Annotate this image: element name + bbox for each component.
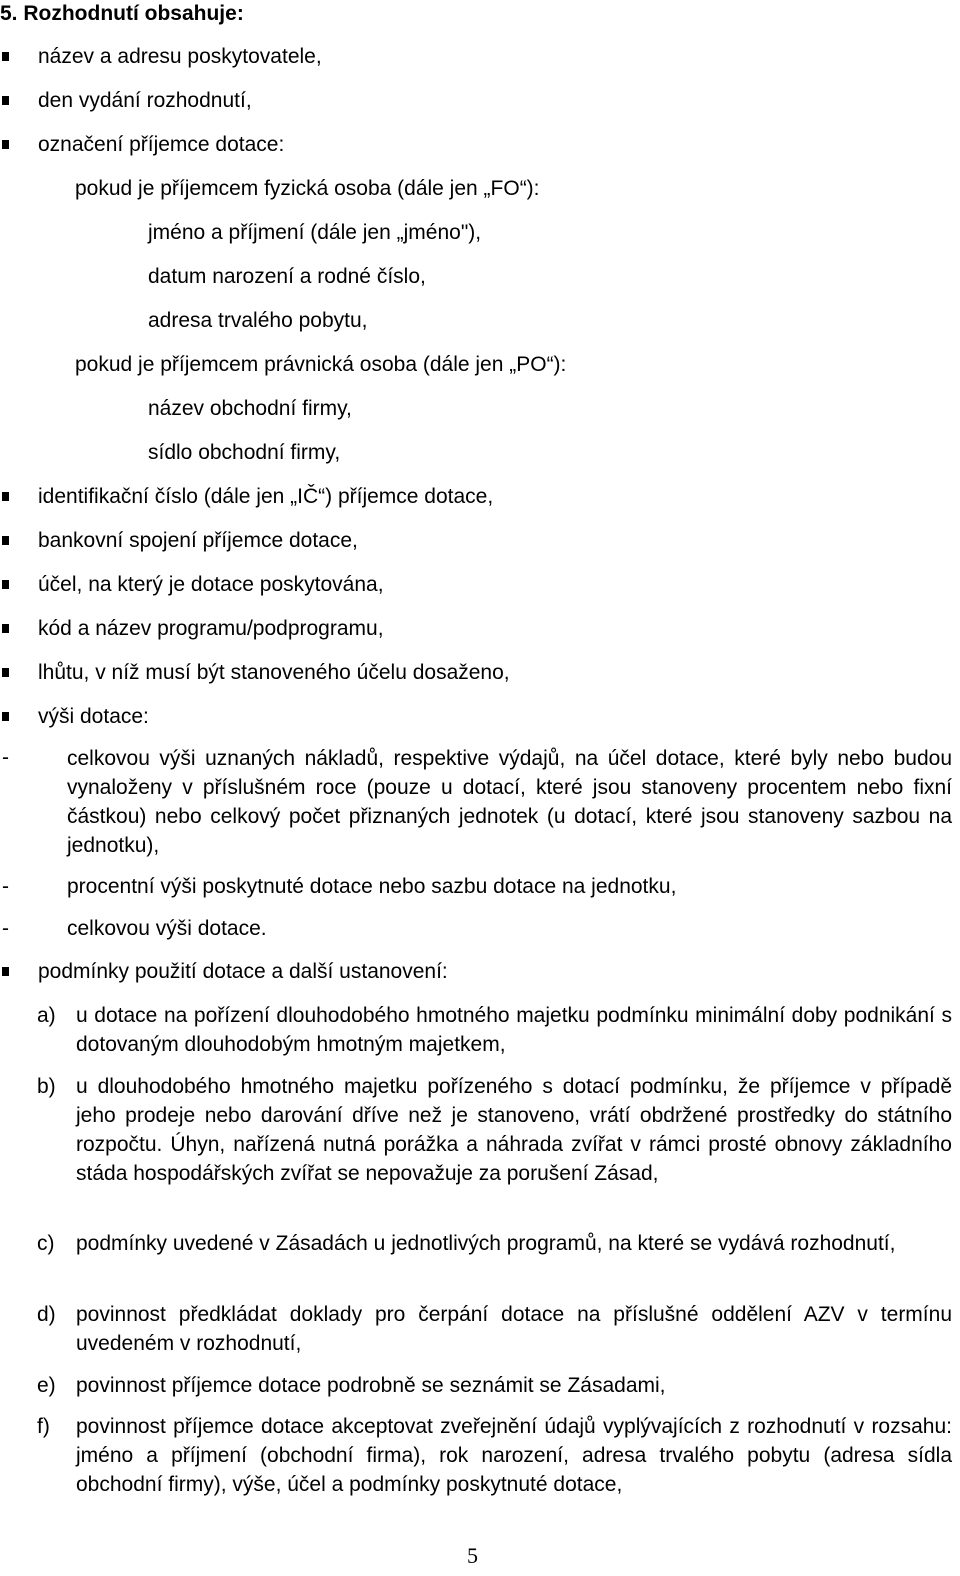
bullet-marker xyxy=(2,668,9,677)
list-marker: d) xyxy=(37,1303,56,1326)
lettered-item: povinnost příjemce dotace podrobně se seznámit se Zásadami, xyxy=(76,1374,666,1397)
bullet-marker xyxy=(2,52,9,61)
bullet-item: lhůtu, v níž musí být stanoveného účelu dosaženo, xyxy=(38,661,510,684)
bullet-marker xyxy=(2,140,9,149)
fo-item: jméno a příjmení (dále jen „jméno"), xyxy=(148,221,482,244)
dash-marker: - xyxy=(2,917,9,940)
list-marker: f) xyxy=(37,1415,50,1438)
po-item: sídlo obchodní firmy, xyxy=(148,441,341,464)
lettered-item: podmínky uvedené v Zásadách u jednotlivých programů, na které se vydává rozhodnutí, xyxy=(76,1232,896,1255)
bullet-marker xyxy=(2,96,9,105)
lettered-item: u dlouhodobého hmotného majetku pořízeného s dotací podmínku, že příjemce v případě jeho prodeje nebo darování dříve než je stanoveno, vrátí obdržené prostředky do státního rozpočtu. Úhyn, nařízená nutná porážka a náhrada zvířat v rámci prosté obnovy základního stáda hospodářských zvířat se nepovažuje za porušení Zásad, xyxy=(76,1075,952,1185)
dash-item: celkovou výši dotace. xyxy=(67,917,267,940)
lettered-item: u dotace na pořízení dlouhodobého hmotného majetku podmínku minimální doby podnikání s dotovaným dlouhodobým hmotným majetkem, xyxy=(76,1004,952,1056)
bullet-marker xyxy=(2,536,9,545)
bullet-item: den vydání rozhodnutí, xyxy=(38,89,252,112)
dash-item: celkovou výši uznaných nákladů, respektive výdajů, na účel dotace, které byly nebo budou vynaloženy v příslušném roce (pouze u dotací, které jsou stanoveny procentem nebo fixní částkou) nebo celkový počet přiznaných jednotek (u dotací, které jsou stanoveny sazbou na jednotku), xyxy=(67,747,952,857)
section-heading: 5. Rozhodnutí obsahuje: xyxy=(0,2,244,25)
bullet-item: bankovní spojení příjemce dotace, xyxy=(38,529,358,552)
dash-marker: - xyxy=(2,746,9,769)
bullet-item: identifikační číslo (dále jen „IČ“) příjemce dotace, xyxy=(38,485,494,508)
bullet-marker xyxy=(2,624,9,633)
fo-label: pokud je příjemcem fyzická osoba (dále jen „FO“): xyxy=(75,177,540,200)
dash-item: procentní výši poskytnuté dotace nebo sazbu dotace na jednotku, xyxy=(67,875,677,898)
bullet-item: kód a název programu/podprogramu, xyxy=(38,617,384,640)
list-marker: a) xyxy=(37,1004,56,1027)
list-marker: c) xyxy=(37,1232,55,1255)
bullet-marker xyxy=(2,712,9,721)
bullet-item: podmínky použití dotace a další ustanovení: xyxy=(38,960,448,983)
bullet-marker xyxy=(2,580,9,589)
dash-marker: - xyxy=(2,875,9,898)
fo-item: adresa trvalého pobytu, xyxy=(148,309,368,332)
bullet-marker xyxy=(2,967,9,976)
bullet-item: účel, na který je dotace poskytována, xyxy=(38,573,384,596)
fo-item: datum narození a rodné číslo, xyxy=(148,265,426,288)
bullet-item: označení příjemce dotace: xyxy=(38,133,285,156)
list-marker: e) xyxy=(37,1374,56,1397)
lettered-item: povinnost příjemce dotace akceptovat zveřejnění údajů vyplývajících z rozhodnutí v rozsahu: jméno a příjmení (obchodní firma), rok narození, adresa trvalého pobytu (adresa sídla obchodní firmy), výše, účel a podmínky poskytnuté dotace, xyxy=(76,1415,952,1496)
po-label: pokud je příjemcem právnická osoba (dále jen „PO“): xyxy=(75,353,567,376)
po-item: název obchodní firmy, xyxy=(148,397,352,420)
page-number: 5 xyxy=(467,1543,478,1568)
list-marker: b) xyxy=(37,1075,56,1098)
bullet-item: výši dotace: xyxy=(38,705,149,728)
bullet-marker xyxy=(2,492,9,501)
lettered-item: povinnost předkládat doklady pro čerpání dotace na příslušné oddělení AZV v termínu uvedeném v rozhodnutí, xyxy=(76,1303,952,1355)
bullet-item: název a adresu poskytovatele, xyxy=(38,45,322,68)
